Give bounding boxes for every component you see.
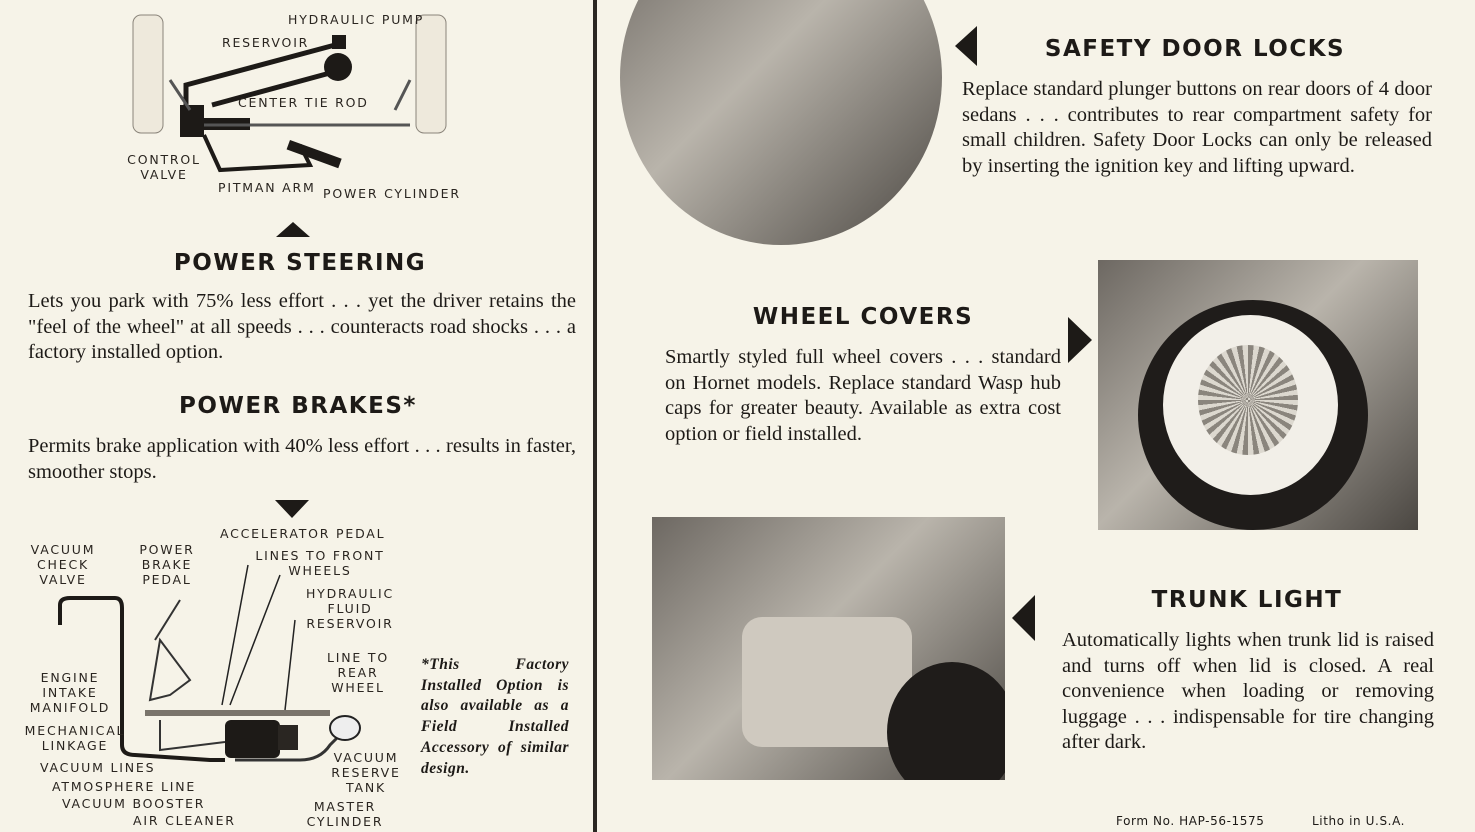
label-mechanical-linkage: MECHANICAL LINKAGE — [24, 723, 126, 753]
trunk-light-heading: TRUNK LIGHT — [1151, 587, 1343, 613]
label-center-tie-rod: CENTER TIE ROD — [238, 95, 369, 110]
label-pitman-arm: PITMAN ARM — [218, 180, 316, 195]
wheel-covers-body: Smartly styled full wheel covers . . . standard on Hornet models. Replace standard Wasp hub caps for greater beauty. Available as extra cost option or field installed. — [665, 346, 1061, 445]
triangle-left-icon — [955, 26, 977, 66]
label-vacuum-lines: VACUUM LINES — [40, 760, 156, 775]
label-lines-to-front-wheels: LINES TO FRONT WHEELS — [255, 548, 385, 578]
label-master-cylinder: MASTER CYLINDER — [306, 799, 384, 829]
label-vacuum-check-valve: VACUUM CHECK VALVE — [30, 542, 96, 587]
label-vacuum-booster: VACUUM BOOSTER — [62, 796, 206, 811]
label-control-valve: CONTROL VALVE — [127, 152, 201, 182]
trunk-light-body: Automatically lights when trunk lid is raised and turns off when lid is closed. A real convenience when loading or removing luggage . . . indispensable for tire changing after dark. — [1062, 629, 1434, 753]
wheel-covers-heading: WHEEL COVERS — [752, 304, 974, 330]
label-hydraulic-fluid-reservoir: HYDRAULIC FLUID RESERVOIR — [305, 586, 395, 631]
label-reservoir: RESERVOIR — [222, 35, 310, 50]
label-air-cleaner: AIR CLEANER — [133, 813, 236, 828]
triangle-down-icon — [275, 500, 309, 518]
safety-door-locks-heading: SAFETY DOOR LOCKS — [1044, 36, 1346, 62]
triangle-right-icon — [1068, 317, 1092, 363]
label-vacuum-reserve-tank: VACUUM RESERVE TANK — [331, 750, 401, 795]
trunk-photo — [652, 517, 1005, 780]
label-power-brake-pedal: POWER BRAKE PEDAL — [139, 542, 195, 587]
safety-door-lock-photo — [620, 0, 942, 245]
label-power-cylinder: POWER CYLINDER — [323, 186, 461, 201]
wheel-cover-shape — [1198, 345, 1298, 455]
wheel-cover-photo — [1098, 260, 1418, 530]
power-brakes-body: Permits brake application with 40% less effort . . . results in faster, smoother stops. — [28, 435, 576, 483]
safety-door-locks-body: Replace standard plunger buttons on rear doors of 4 door sedans . . . contributes to rear compartment safety for small children. Safety Door Locks can only be released by inserting the ignition key and lifting upward. — [962, 78, 1432, 177]
label-atmosphere-line: ATMOSPHERE LINE — [52, 779, 197, 794]
label-line-to-rear-wheel: LINE TO REAR WHEEL — [327, 650, 389, 695]
triangle-left-icon — [1012, 595, 1035, 641]
power-brakes-footnote: *This Factory Installed Option is also available as a Field Installed Accessory of similar design. — [421, 656, 569, 777]
page-divider — [593, 0, 597, 832]
power-steering-body: Lets you park with 75% less effort . . . yet the driver retains the "feel of the wheel" at all speeds . . . counteracts road shocks . . . a factory installed option. — [28, 290, 576, 363]
power-steering-heading: POWER STEERING — [173, 250, 427, 276]
triangle-up-icon — [276, 222, 310, 237]
label-hydraulic-pump: HYDRAULIC PUMP — [288, 12, 425, 27]
form-number: Form No. HAP-56-1575 — [1116, 814, 1265, 828]
power-brakes-heading: POWER BRAKES* — [179, 393, 417, 419]
label-accelerator-pedal: ACCELERATOR PEDAL — [220, 526, 386, 541]
label-engine-intake-manifold: ENGINE INTAKE MANIFOLD — [29, 670, 111, 715]
litho-notice: Litho in U.S.A. — [1312, 814, 1406, 828]
